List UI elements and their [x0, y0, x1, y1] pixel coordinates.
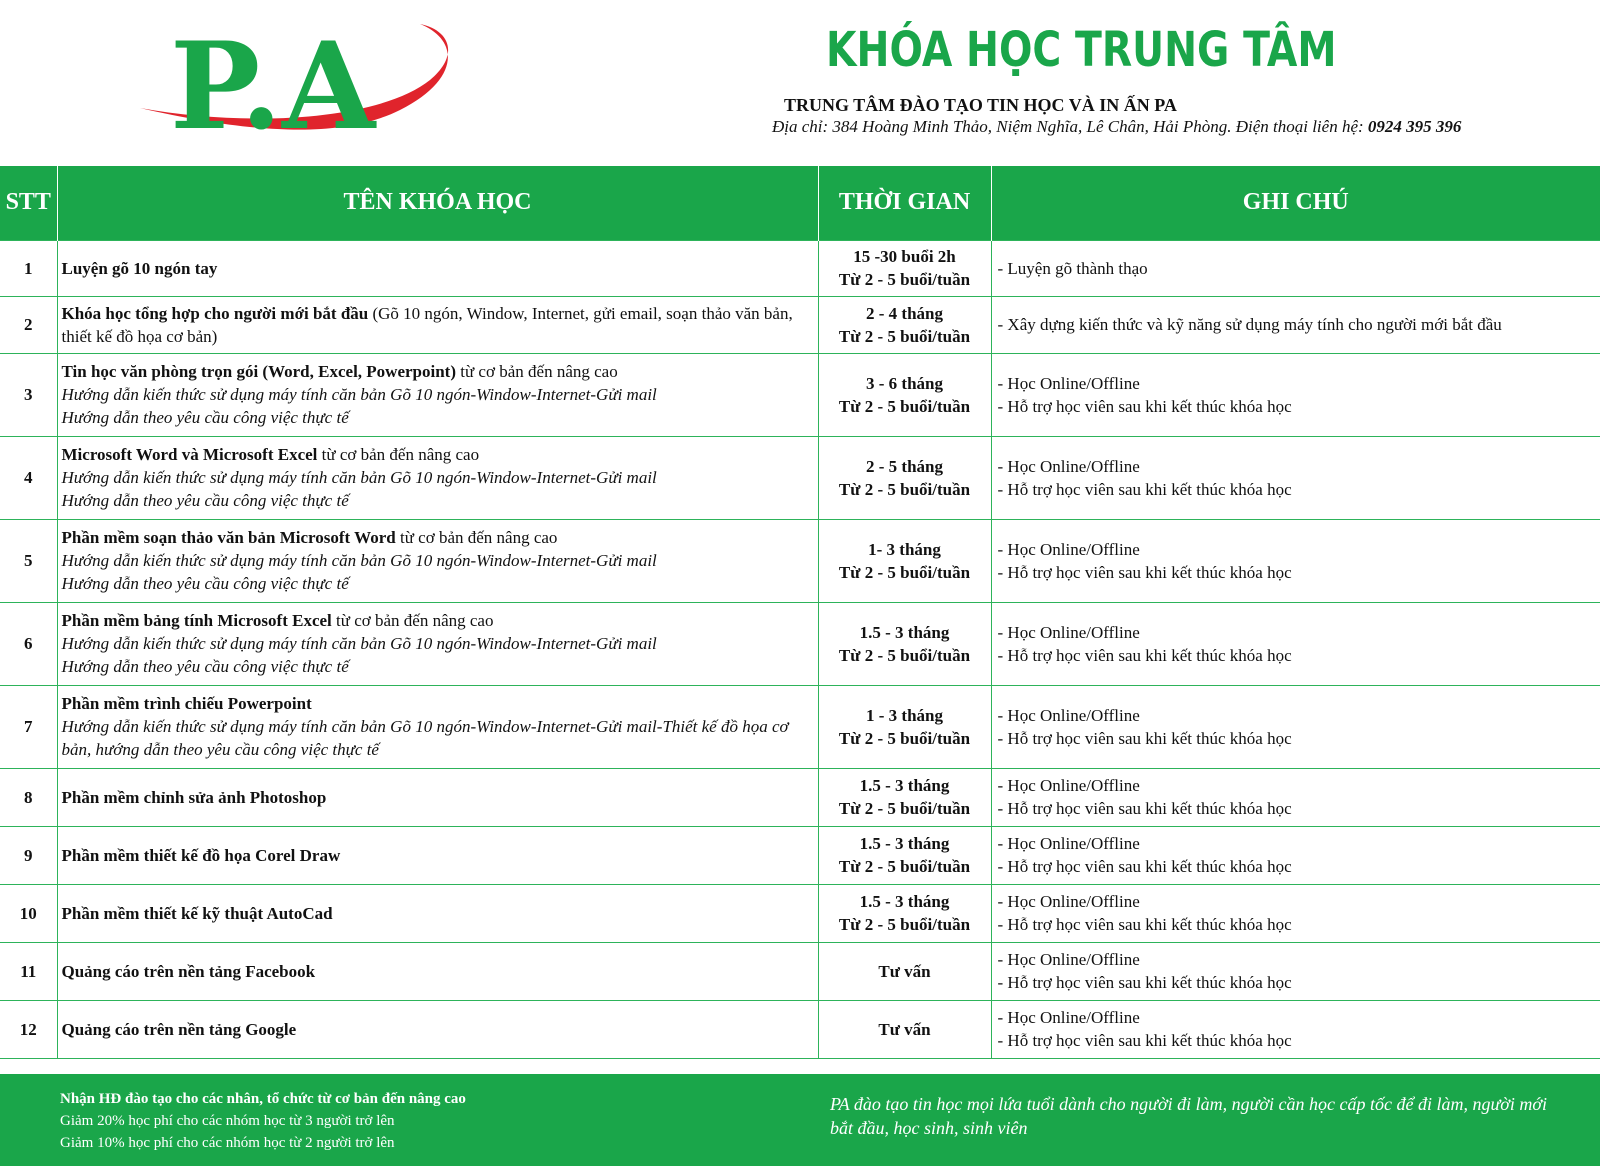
note-line: - Học Online/Offline	[997, 892, 1140, 911]
cell-note	[991, 436, 1600, 519]
table-row	[0, 436, 1600, 519]
course-title: Luyện gõ 10 ngón tay	[61, 258, 218, 278]
course-desc-line: Hướng dẫn theo yêu cầu công việc thực tế	[61, 491, 349, 510]
address-text: Địa chỉ: 384 Hoàng Minh Thảo, Niệm Nghĩa, Lê Chân, Hải Phòng. Điện thoại liên hệ:	[772, 117, 1368, 136]
duration-length: 1.5 - 3 tháng	[859, 776, 950, 795]
cell-note	[991, 826, 1600, 884]
duration-frequency: Từ 2 - 5 buổi/tuần	[838, 562, 971, 582]
course-title: Phần mềm trình chiếu Powerpoint	[61, 694, 312, 713]
cell-note	[991, 353, 1600, 436]
table-row	[0, 240, 1600, 296]
cell-stt: 2	[0, 296, 57, 353]
duration-frequency: Từ 2 - 5 buổi/tuần	[838, 645, 971, 665]
cell-duration	[818, 1000, 991, 1058]
duration-length: 1 - 3 tháng	[866, 705, 943, 725]
note-line: - Hỗ trợ học viên sau khi kết thúc khóa học	[997, 973, 1292, 992]
footer-discount-20: Giảm 20% học phí cho các nhóm học từ 3 người trở lên	[60, 1113, 395, 1129]
duration-frequency: Từ 2 - 5 buổi/tuần	[838, 270, 971, 289]
course-desc-line: Hướng dẫn theo yêu cầu công việc thực tế	[61, 574, 349, 593]
cell-duration	[818, 942, 991, 1000]
duration-frequency: Từ 2 - 5 buổi/tuần	[838, 728, 971, 748]
cell-course-name	[57, 602, 818, 685]
course-title: Phần mềm chỉnh sửa ảnh Photoshop	[61, 787, 327, 807]
header-note: GHI CHÚ	[991, 166, 1600, 240]
page-header	[0, 0, 1600, 166]
page-title: KHÓA HỌC TRUNG TÂM	[826, 22, 1337, 78]
course-desc-line: Hướng dẫn kiến thức sử dụng máy tính căn bản Gõ 10 ngón-Window-Internet-Gửi mail	[61, 551, 657, 570]
duration-length: 15 -30 buổi 2h	[853, 247, 956, 266]
table-row	[0, 884, 1600, 942]
footer-banner	[0, 1074, 1600, 1166]
table-row	[0, 296, 1600, 353]
footer-offers	[60, 1088, 466, 1154]
cell-note	[991, 884, 1600, 942]
cell-duration	[818, 436, 991, 519]
course-title: Quảng cáo trên nền tảng Facebook	[61, 961, 316, 981]
course-title-suffix: từ cơ bản đến nâng cao	[456, 362, 618, 381]
course-title: Khóa học tổng hợp cho người mới bắt đầu	[61, 303, 369, 323]
cell-stt: 1	[0, 240, 57, 296]
table-row	[0, 1000, 1600, 1058]
header-course-name: TÊN KHÓA HỌC	[57, 166, 818, 240]
cell-course-name	[57, 436, 818, 519]
table-row	[0, 353, 1600, 436]
note-line: - Xây dựng kiến thức và kỹ năng sử dụng máy tính cho người mới bắt đầu	[997, 315, 1502, 334]
cell-note	[991, 685, 1600, 768]
cell-note	[991, 1000, 1600, 1058]
logo-text: P.A	[170, 16, 376, 150]
duration-frequency: Từ 2 - 5 buổi/tuần	[838, 479, 971, 499]
cell-note	[991, 240, 1600, 296]
cell-course-name	[57, 240, 818, 296]
cell-stt: 7	[0, 685, 57, 768]
cell-course-name	[57, 768, 818, 826]
cell-duration	[818, 768, 991, 826]
course-desc-line: Hướng dẫn kiến thức sử dụng máy tính căn bản Gõ 10 ngón-Window-Internet-Gửi mail	[61, 385, 657, 404]
cell-stt: 3	[0, 353, 57, 436]
cell-stt: 12	[0, 1000, 57, 1058]
phone-number: 0924 395 396	[1367, 117, 1462, 136]
duration-length: 1- 3 tháng	[868, 539, 941, 559]
note-line: - Học Online/Offline	[997, 950, 1140, 969]
course-rows	[0, 240, 1600, 1058]
table-row	[0, 826, 1600, 884]
course-title: Phần mềm soạn thảo văn bản Microsoft Word	[61, 528, 396, 547]
cell-course-name	[57, 519, 818, 602]
cell-duration	[818, 296, 991, 353]
table-header-row	[0, 166, 1600, 240]
cell-note	[991, 602, 1600, 685]
duration-length: 2 - 4 tháng	[866, 303, 943, 323]
table-row	[0, 519, 1600, 602]
note-line: - Học Online/Offline	[997, 776, 1140, 795]
cell-stt: 9	[0, 826, 57, 884]
course-title: Tin học văn phòng trọn gói (Word, Excel, Powerpoint)	[61, 362, 456, 381]
cell-duration	[818, 602, 991, 685]
note-line: - Học Online/Offline	[997, 834, 1140, 853]
duration-length: 2 - 5 tháng	[866, 456, 943, 476]
note-line: - Học Online/Offline	[997, 373, 1140, 393]
course-title-suffix: (Gõ 10 ngón, Window, Internet, gửi email, soạn thảo văn bản, thiết kế đồ họa cơ bản)	[61, 303, 793, 346]
cell-note	[991, 296, 1600, 353]
header-stt: STT	[0, 166, 57, 240]
address-line	[772, 117, 1461, 137]
note-line: - Hỗ trợ học viên sau khi kết thúc khóa học	[997, 728, 1292, 748]
footer-offer-title: Nhận HĐ đào tạo cho các nhân, tổ chức từ cơ bản đến nâng cao	[60, 1091, 466, 1107]
cell-duration	[818, 240, 991, 296]
course-title: Phần mềm thiết kế đồ họa Corel Draw	[61, 845, 341, 865]
course-title-suffix: từ cơ bản đến nâng cao	[331, 611, 494, 630]
cell-duration	[818, 884, 991, 942]
duration-frequency: Từ 2 - 5 buổi/tuần	[838, 326, 971, 346]
cell-note	[991, 768, 1600, 826]
table-row	[0, 685, 1600, 768]
course-desc-line: Hướng dẫn theo yêu cầu công việc thực tế	[61, 657, 349, 676]
duration-frequency: Từ 2 - 5 buổi/tuần	[838, 396, 971, 416]
cell-stt: 4	[0, 436, 57, 519]
course-desc-line: Hướng dẫn theo yêu cầu công việc thực tế	[61, 408, 349, 427]
cell-course-name	[57, 296, 818, 353]
course-title: Phần mềm thiết kế kỹ thuật AutoCad	[61, 903, 333, 923]
cell-course-name	[57, 826, 818, 884]
duration-frequency: Từ 2 - 5 buổi/tuần	[838, 857, 971, 876]
table-row	[0, 942, 1600, 1000]
course-desc-line: Hướng dẫn kiến thức sử dụng máy tính căn bản Gõ 10 ngón-Window-Internet-Gửi mail-Thiết kế đồ họa cơ bản, hướng dẫn theo yêu cầu công việc thực tế	[61, 717, 789, 759]
table-row	[0, 602, 1600, 685]
note-line: - Luyện gõ thành thạo	[997, 258, 1148, 278]
note-line: - Hỗ trợ học viên sau khi kết thúc khóa học	[997, 645, 1292, 665]
cell-stt: 10	[0, 884, 57, 942]
note-line: - Hỗ trợ học viên sau khi kết thúc khóa học	[997, 562, 1292, 582]
duration-frequency: Từ 2 - 5 buổi/tuần	[838, 915, 971, 934]
note-line: - Học Online/Offline	[997, 705, 1140, 725]
note-line: - Hỗ trợ học viên sau khi kết thúc khóa học	[997, 479, 1292, 499]
course-title-suffix: từ cơ bản đến nâng cao	[395, 528, 558, 547]
footer-slogan: PA đào tạo tin học mọi lứa tuổi dành cho người đi làm, người cần học cấp tốc để đi làm, người mới bắt đầu, học sinh, sinh viên	[830, 1094, 1547, 1138]
course-title: Phần mềm bảng tính Microsoft Excel	[61, 611, 332, 630]
pa-logo	[130, 10, 480, 150]
cell-stt: 8	[0, 768, 57, 826]
footer-discount-10: Giảm 10% học phí cho các nhóm học từ 2 người trở lên	[60, 1135, 395, 1151]
cell-duration	[818, 353, 991, 436]
cell-note	[991, 942, 1600, 1000]
duration-length: Tư vấn	[878, 961, 931, 981]
note-line: - Hỗ trợ học viên sau khi kết thúc khóa học	[997, 915, 1292, 934]
course-desc-line: Hướng dẫn kiến thức sử dụng máy tính căn bản Gõ 10 ngón-Window-Internet-Gửi mail	[61, 468, 657, 487]
note-line: - Hỗ trợ học viên sau khi kết thúc khóa học	[997, 396, 1292, 416]
cell-course-name	[57, 1000, 818, 1058]
cell-stt: 11	[0, 942, 57, 1000]
cell-stt: 5	[0, 519, 57, 602]
course-title: Microsoft Word và Microsoft Excel	[61, 445, 318, 464]
note-line: - Học Online/Offline	[997, 456, 1140, 476]
duration-length: 1.5 - 3 tháng	[859, 834, 950, 853]
header-duration: THỜI GIAN	[818, 166, 991, 240]
course-title-suffix: từ cơ bản đến nâng cao	[317, 445, 480, 464]
cell-note	[991, 519, 1600, 602]
cell-duration	[818, 685, 991, 768]
course-desc-line: Hướng dẫn kiến thức sử dụng máy tính căn bản Gõ 10 ngón-Window-Internet-Gửi mail	[61, 634, 657, 653]
course-title: Quảng cáo trên nền tảng Google	[61, 1019, 297, 1039]
note-line: - Học Online/Offline	[997, 622, 1140, 642]
cell-duration	[818, 519, 991, 602]
note-line: - Hỗ trợ học viên sau khi kết thúc khóa học	[997, 857, 1292, 876]
table-row	[0, 768, 1600, 826]
organization-name: TRUNG TÂM ĐÀO TẠO TIN HỌC VÀ IN ẤN PA	[784, 95, 1177, 115]
cell-course-name	[57, 685, 818, 768]
note-line: - Hỗ trợ học viên sau khi kết thúc khóa học	[997, 799, 1292, 818]
duration-length: 1.5 - 3 tháng	[859, 622, 950, 642]
course-table	[0, 166, 1600, 1059]
note-line: - Hỗ trợ học viên sau khi kết thúc khóa học	[997, 1031, 1292, 1050]
cell-course-name	[57, 353, 818, 436]
cell-stt: 6	[0, 602, 57, 685]
cell-course-name	[57, 884, 818, 942]
cell-course-name	[57, 942, 818, 1000]
duration-length: 1.5 - 3 tháng	[859, 892, 950, 911]
note-line: - Học Online/Offline	[997, 1008, 1140, 1027]
duration-length: 3 - 6 tháng	[866, 373, 943, 393]
cell-duration	[818, 826, 991, 884]
note-line: - Học Online/Offline	[997, 539, 1140, 559]
duration-length: Tư vấn	[878, 1019, 931, 1039]
duration-frequency: Từ 2 - 5 buổi/tuần	[838, 799, 971, 818]
